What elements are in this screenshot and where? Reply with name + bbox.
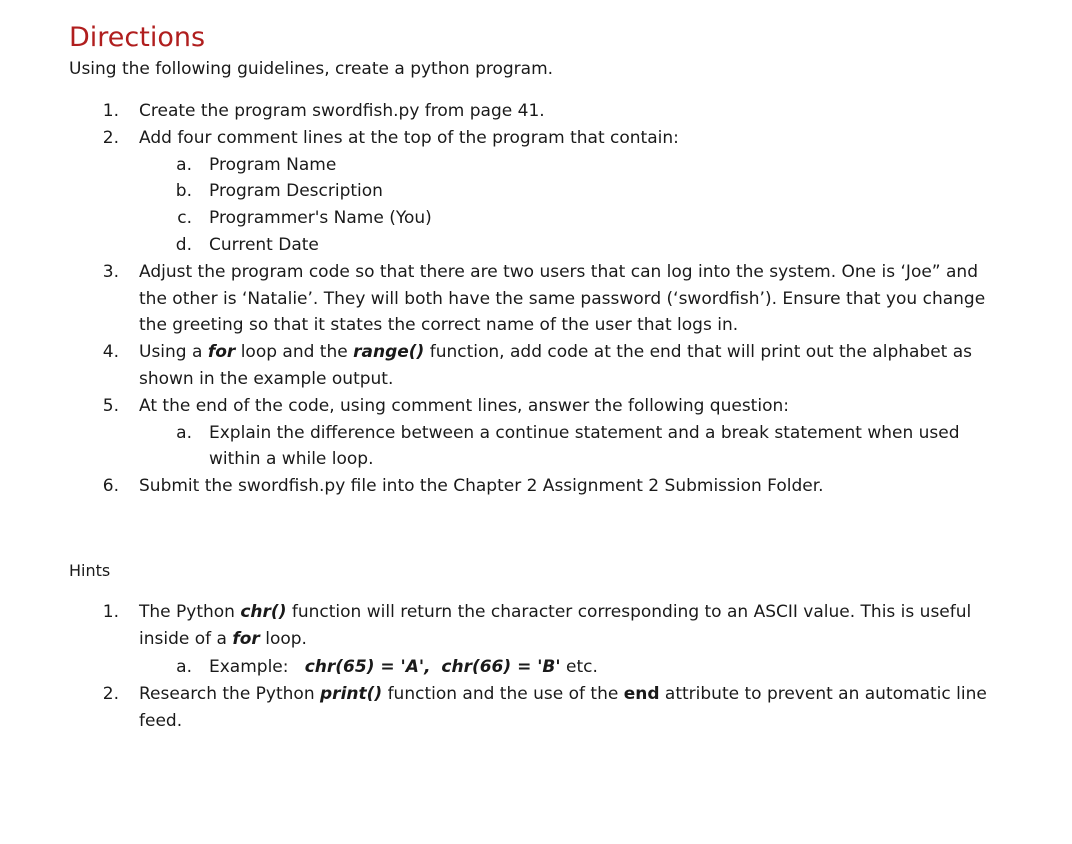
step-number: 4.	[102, 342, 119, 362]
sub-letter: a.	[176, 423, 192, 443]
hint-text: The Python chr() function will return the character corresponding to an ASCII value. This is useful	[139, 602, 972, 622]
step-text: At the end of the code, using comment lines, answer the following question:	[139, 396, 789, 416]
sub-letter: c.	[177, 208, 192, 228]
code-keyword: print()	[320, 684, 383, 704]
code-example: chr(66) = 'B'	[441, 657, 561, 677]
sub-letter: a.	[176, 155, 192, 175]
sub-text: within a while loop.	[209, 449, 374, 469]
step-number: 2.	[102, 128, 119, 148]
sub-letter: d.	[175, 235, 192, 255]
step-text: Using a for loop and the range() function, add code at the end that will print out the alphabet as	[139, 342, 973, 362]
sub-text: Explain the difference between a continue statement and a break statement when used	[209, 423, 960, 443]
step-text: Create the program swordfish.py from page 41.	[139, 101, 545, 121]
code-keyword: for	[232, 629, 260, 649]
hint-example: Example: chr(65) = 'A', chr(66) = 'B' etc.	[209, 657, 598, 677]
code-keyword: for	[207, 342, 236, 362]
hint-number: 1.	[102, 602, 119, 622]
intro-text: Using the following guidelines, create a python program.	[69, 59, 554, 79]
sub-letter: a.	[176, 657, 192, 677]
code-keyword: range()	[353, 342, 425, 362]
code-keyword: chr()	[240, 602, 287, 622]
step-text: the other is ‘Natalie’. They will both have the same password (‘swordfish’). Ensure that you change	[139, 289, 986, 309]
step-text: the greeting so that it states the correct name of the user that logs in.	[139, 315, 739, 335]
sub-text: Current Date	[209, 235, 319, 255]
step-number: 1.	[102, 101, 119, 121]
step-text: Submit the swordfish.py file into the Chapter 2 Assignment 2 Submission Folder.	[139, 476, 824, 496]
hint-text: Research the Python print() function and the use of the end attribute to prevent an automatic line	[139, 684, 987, 704]
sub-letter: b.	[175, 181, 192, 201]
step-text: Add four comment lines at the top of the program that contain:	[139, 128, 679, 148]
step-number: 3.	[102, 262, 119, 282]
hints-heading: Hints	[69, 561, 111, 580]
sub-text: Program Name	[209, 155, 337, 175]
code-keyword: end	[623, 684, 660, 704]
code-example: chr(65) = 'A',	[304, 657, 431, 677]
step-text: shown in the example output.	[139, 369, 394, 389]
step-number: 6.	[102, 476, 119, 496]
step-text: Adjust the program code so that there are two users that can log into the system. One is ‘Joe” and	[139, 262, 978, 282]
sub-text: Program Description	[209, 181, 383, 201]
sub-text: Programmer's Name (You)	[209, 208, 432, 228]
hint-text: inside of a for loop.	[139, 629, 307, 649]
hint-text: feed.	[139, 711, 183, 731]
step-number: 5.	[102, 396, 119, 416]
hint-number: 2.	[102, 684, 119, 704]
page-title: Directions	[69, 22, 206, 53]
